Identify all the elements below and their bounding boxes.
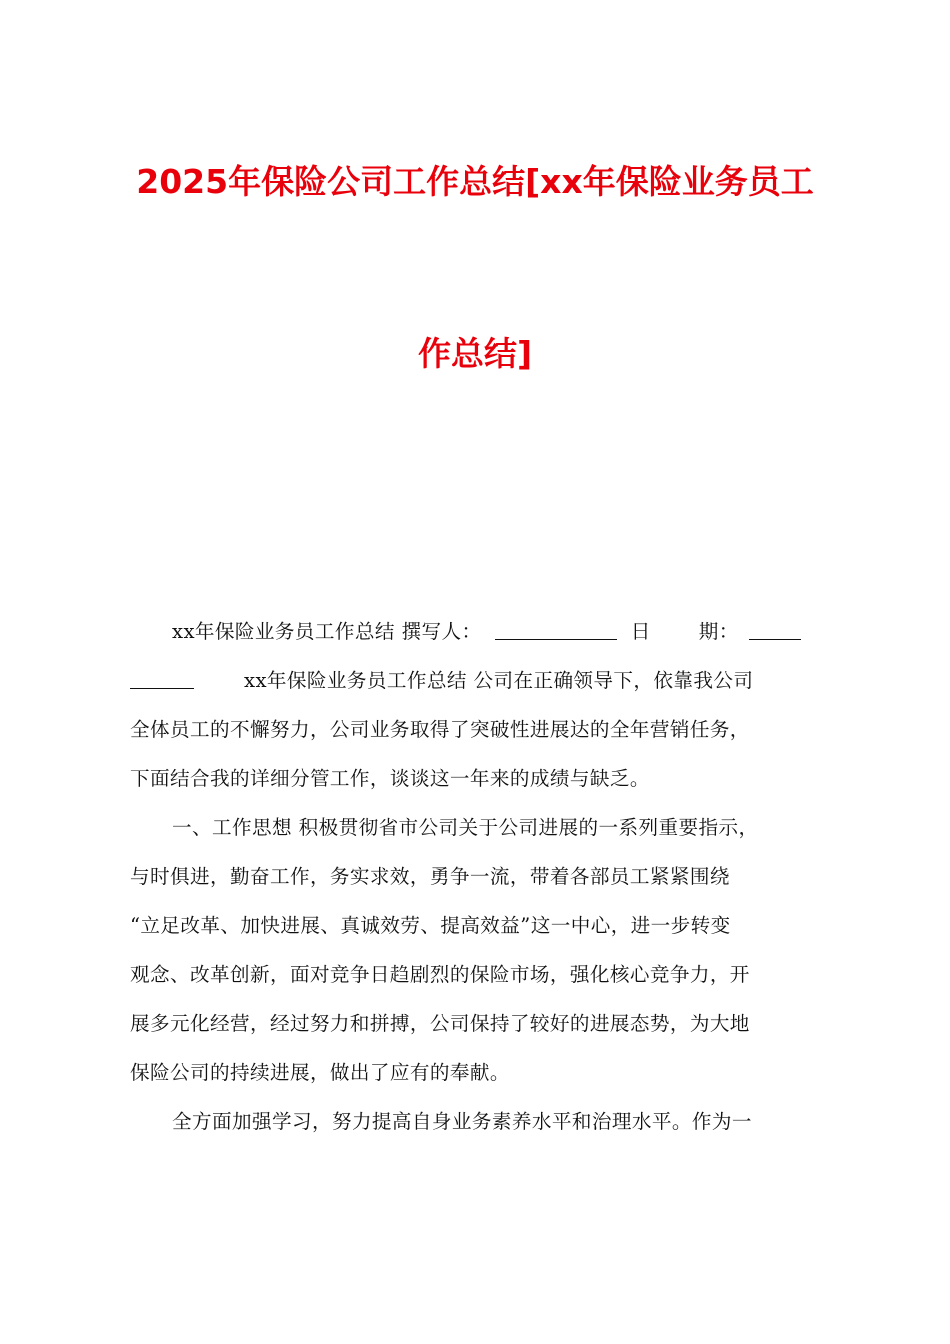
- date-blank: [749, 619, 801, 640]
- paragraph-line: 保险公司的持续进展，做出了应有的奉献。: [130, 1061, 510, 1084]
- paragraph-line: 与时俱进，勤奋工作，务实求效，勇争一流，带着各部员工紧紧围绕: [130, 865, 730, 888]
- date-label-part-1: 日: [630, 620, 651, 643]
- paragraph-work-thinking: [130, 803, 830, 1097]
- author-blank: [495, 619, 617, 640]
- paragraph-study: [130, 1097, 830, 1146]
- paragraph-line: [130, 607, 830, 656]
- paragraph-header: [130, 607, 830, 803]
- date-blank-continued: [130, 668, 194, 689]
- header-doc-name: xx年保险业务员工作总结: [172, 620, 395, 643]
- author-label: 撰写人：: [401, 620, 482, 643]
- paragraph-line: 下面结合我的详细分管工作，谈谈这一年来的成绩与缺乏。: [130, 767, 650, 790]
- paragraph-line: 全方面加强学习，努力提高自身业务素养水平和治理水平。作为一: [172, 1110, 752, 1133]
- paragraph-line: 展多元化经营，经过努力和拼搏，公司保持了较好的进展态势，为大地: [130, 1012, 750, 1035]
- paragraph-line: 一、工作思想 积极贯彻省市公司关于公司进展的一系列重要指示，: [172, 816, 759, 839]
- document-title-line-2: 作总结]: [417, 334, 533, 373]
- paragraph-line: 观念、改革创新，面对竞争日趋剧烈的保险市场，强化核心竞争力，开: [130, 963, 750, 986]
- paragraph-text: xx年保险业务员工作总结 公司在正确领导下，依靠我公司: [244, 669, 754, 692]
- paragraph-line: [130, 656, 830, 705]
- document-title-line-1: 2025年保险公司工作总结[xx年保险业务员工: [136, 162, 814, 201]
- date-label-part-2: 期：: [698, 620, 739, 643]
- paragraph-line: “立足改革、加快进展、真诚效劳、提高效益”这一中心，进一步转变: [130, 914, 731, 937]
- paragraph-line: 全体员工的不懈努力，公司业务取得了突破性进展达的全年营销任务，: [130, 718, 750, 741]
